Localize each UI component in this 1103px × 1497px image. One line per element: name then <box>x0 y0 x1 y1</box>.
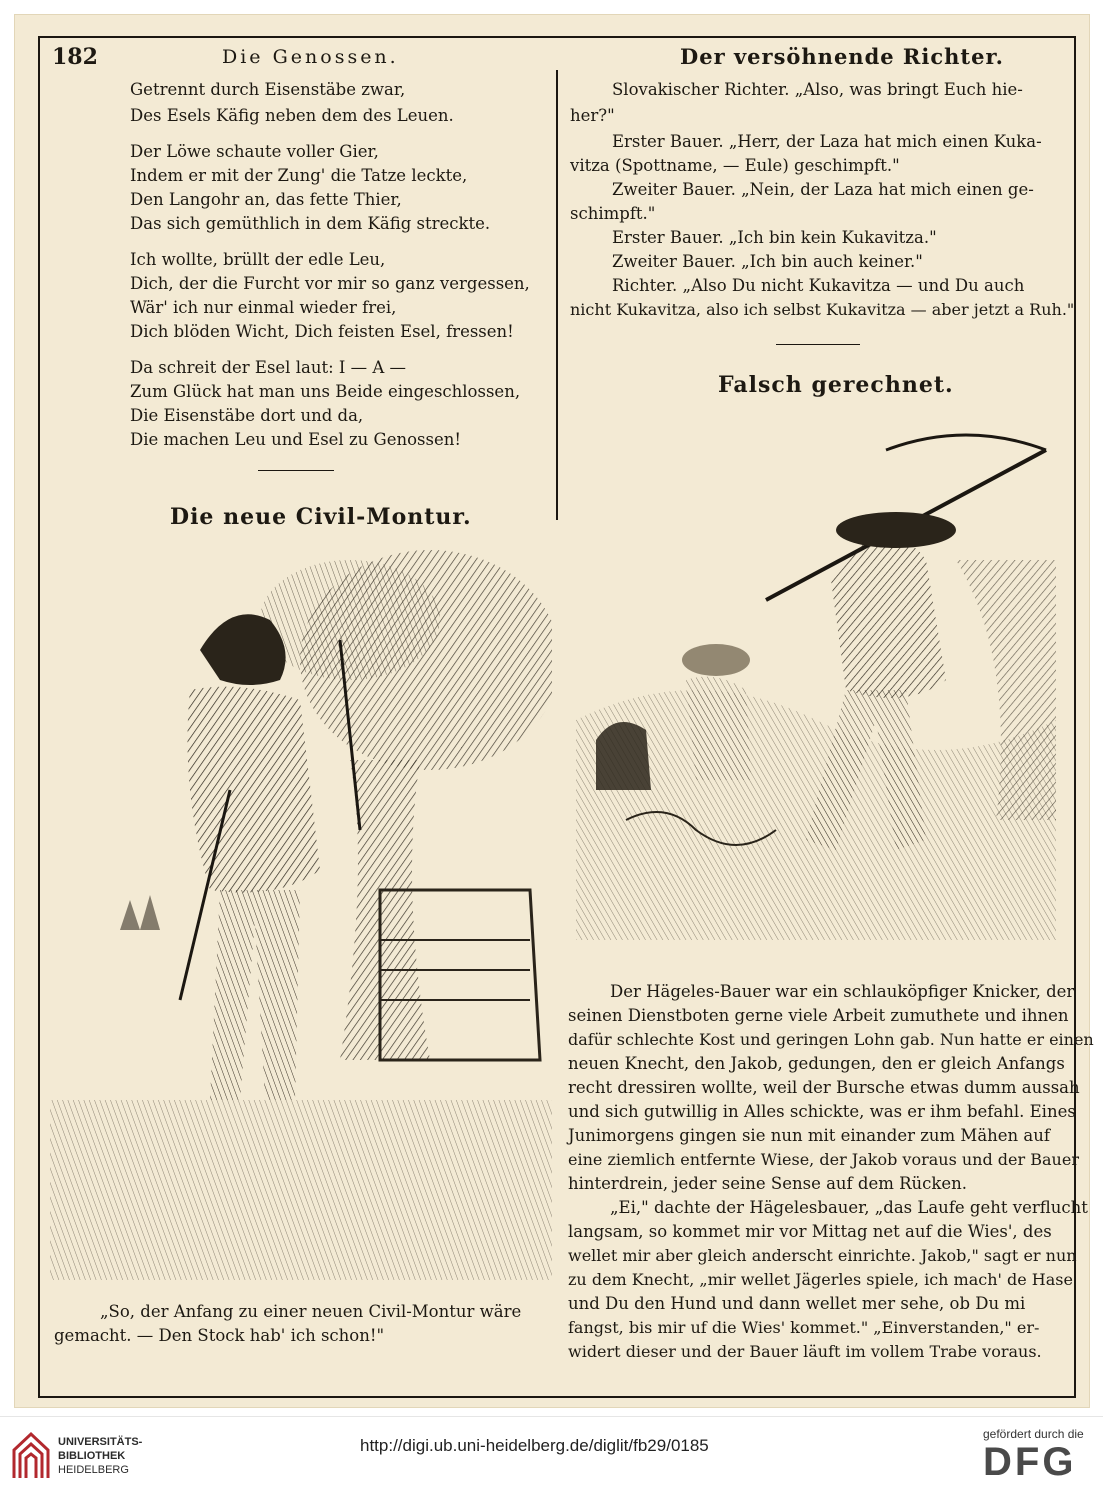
falsch-line: widert dieser und der Bauer läuft im vollem Trabe voraus. <box>568 1342 1042 1361</box>
richter-line: nicht Kukavitza, also ich selbst Kukavitza — aber jetzt a Ruh." <box>570 300 1075 319</box>
richter-line: schimpft." <box>570 204 656 223</box>
poem-line: Getrennt durch Eisenstäbe zwar, <box>130 80 406 99</box>
poem-line: Wär' ich nur einmal wieder frei, <box>130 298 397 317</box>
dfg-logo: DFG <box>983 1440 1077 1484</box>
falsch-line: recht dressiren wollte, weil der Bursche etwas dumm aussah <box>568 1078 1080 1097</box>
poem-line: Der Löwe schaute voller Gier, <box>130 142 379 161</box>
falsch-line: seinen Dienstboten gerne viele Arbeit zumuthete und ihnen <box>568 1006 1069 1025</box>
library-name-line: HEIDELBERG <box>58 1464 129 1476</box>
falsch-line: neuen Knecht, den Jakob, gedungen, den er gleich Anfangs <box>568 1054 1065 1073</box>
civil-caption-line: „So, der Anfang zu einer neuen Civil-Montur wäre <box>100 1302 522 1321</box>
farmer-with-scythe-running-engraving <box>576 420 1056 940</box>
richter-line: Slovakischer Richter. „Also, was bringt Euch hie- <box>612 80 1023 99</box>
falsch-line: hinterdrein, jeder seine Sense auf dem Rücken. <box>568 1174 968 1193</box>
falsch-line: Junimorgens gingen sie nun mit einander zum Mähen auf <box>568 1126 1050 1145</box>
section-divider <box>258 470 334 471</box>
poem-line: Des Esels Käfig neben dem des Leuen. <box>130 106 454 125</box>
man-with-stick-and-bench-engraving <box>50 540 552 1280</box>
poem-line: Dich blöden Wicht, Dich feisten Esel, fressen! <box>130 322 514 341</box>
civil-heading: Die neue Civil-Montur. <box>170 504 472 530</box>
falsch-line: Der Hägeles-Bauer war ein schlauköpfiger Knicker, der <box>610 982 1075 1001</box>
richter-line: Erster Bauer. „Herr, der Laza hat mich einen Kuka- <box>612 132 1042 151</box>
falsch-line: zu dem Knecht, „mir wellet Jägerles spiele, ich mach' de Hase <box>568 1270 1073 1289</box>
falsch-line: fangst, bis mir uf die Wies' kommet." „Einverstanden," er- <box>568 1318 1040 1337</box>
heidelberg-library-logo-icon <box>10 1428 52 1480</box>
falsch-line: wellet mir aber gleich anderscht einrichte. Jakob," sagt er nun <box>568 1246 1077 1265</box>
poem-line: Indem er mit der Zung' die Tatze leckte, <box>130 166 468 185</box>
poem-line: Ich wollte, brüllt der edle Leu, <box>130 250 386 269</box>
richter-line: Erster Bauer. „Ich bin kein Kukavitza." <box>612 228 937 247</box>
viewer-footer <box>0 1416 1103 1497</box>
richter-line: her?" <box>570 106 615 125</box>
poem-line: Da schreit der Esel laut: I — A — <box>130 358 407 377</box>
poem-line: Die Eisenstäbe dort und da, <box>130 406 364 425</box>
poem-line: Den Langohr an, das fette Thier, <box>130 190 402 209</box>
section-divider <box>776 344 860 345</box>
falsch-line: und sich gutwillig in Alles schickte, was er ihm befahl. Eines <box>568 1102 1076 1121</box>
falsch-line: und Du den Hund und dann wellet mer sehe, ob Du mi <box>568 1294 1026 1313</box>
civil-caption-line: gemacht. — Den Stock hab' ich schon!" <box>54 1326 385 1345</box>
richter-line: Zweiter Bauer. „Ich bin auch keiner." <box>612 252 923 271</box>
page-number: 182 <box>52 44 98 70</box>
richter-line: vitza (Spottname, — Eule) geschimpft." <box>570 156 900 175</box>
poem-line: Die machen Leu und Esel zu Genossen! <box>130 430 461 449</box>
funder-note: gefördert durch die <box>983 1427 1084 1441</box>
poem-line: Zum Glück hat man uns Beide eingeschlossen, <box>130 382 521 401</box>
falsch-line: eine ziemlich entfernte Wiese, der Jakob voraus und der Bauer <box>568 1150 1079 1169</box>
richter-line: Zweiter Bauer. „Nein, der Laza hat mich einen ge- <box>612 180 1034 199</box>
poem-line: Das sich gemüthlich in dem Käfig streckte. <box>130 214 491 233</box>
richter-line: Richter. „Also Du nicht Kukavitza — und Du auch <box>612 276 1025 295</box>
falsch-heading: Falsch gerechnet. <box>718 372 954 398</box>
library-name-line: BIBLIOTHEK <box>58 1450 126 1462</box>
poem-line: Dich, der die Furcht vor mir so ganz vergessen, <box>130 274 530 293</box>
page-url-link[interactable]: http://digi.ub.uni-heidelberg.de/diglit/fb29/0185 <box>360 1436 709 1455</box>
column-rule <box>556 70 558 520</box>
richter-heading: Der versöhnende Richter. <box>680 44 1004 69</box>
falsch-line: langsam, so kommet mir vor Mittag net auf die Wies', des <box>568 1222 1052 1241</box>
falsch-line: „Ei," dachte der Hägelesbauer, „das Laufe geht verflucht <box>610 1198 1088 1217</box>
library-name-line: UNIVERSITÄTS- <box>58 1436 143 1448</box>
running-head: Die Genossen. <box>222 46 399 68</box>
falsch-line: dafür schlechte Kost und geringen Lohn gab. Nun hatte er einen <box>568 1030 1094 1049</box>
